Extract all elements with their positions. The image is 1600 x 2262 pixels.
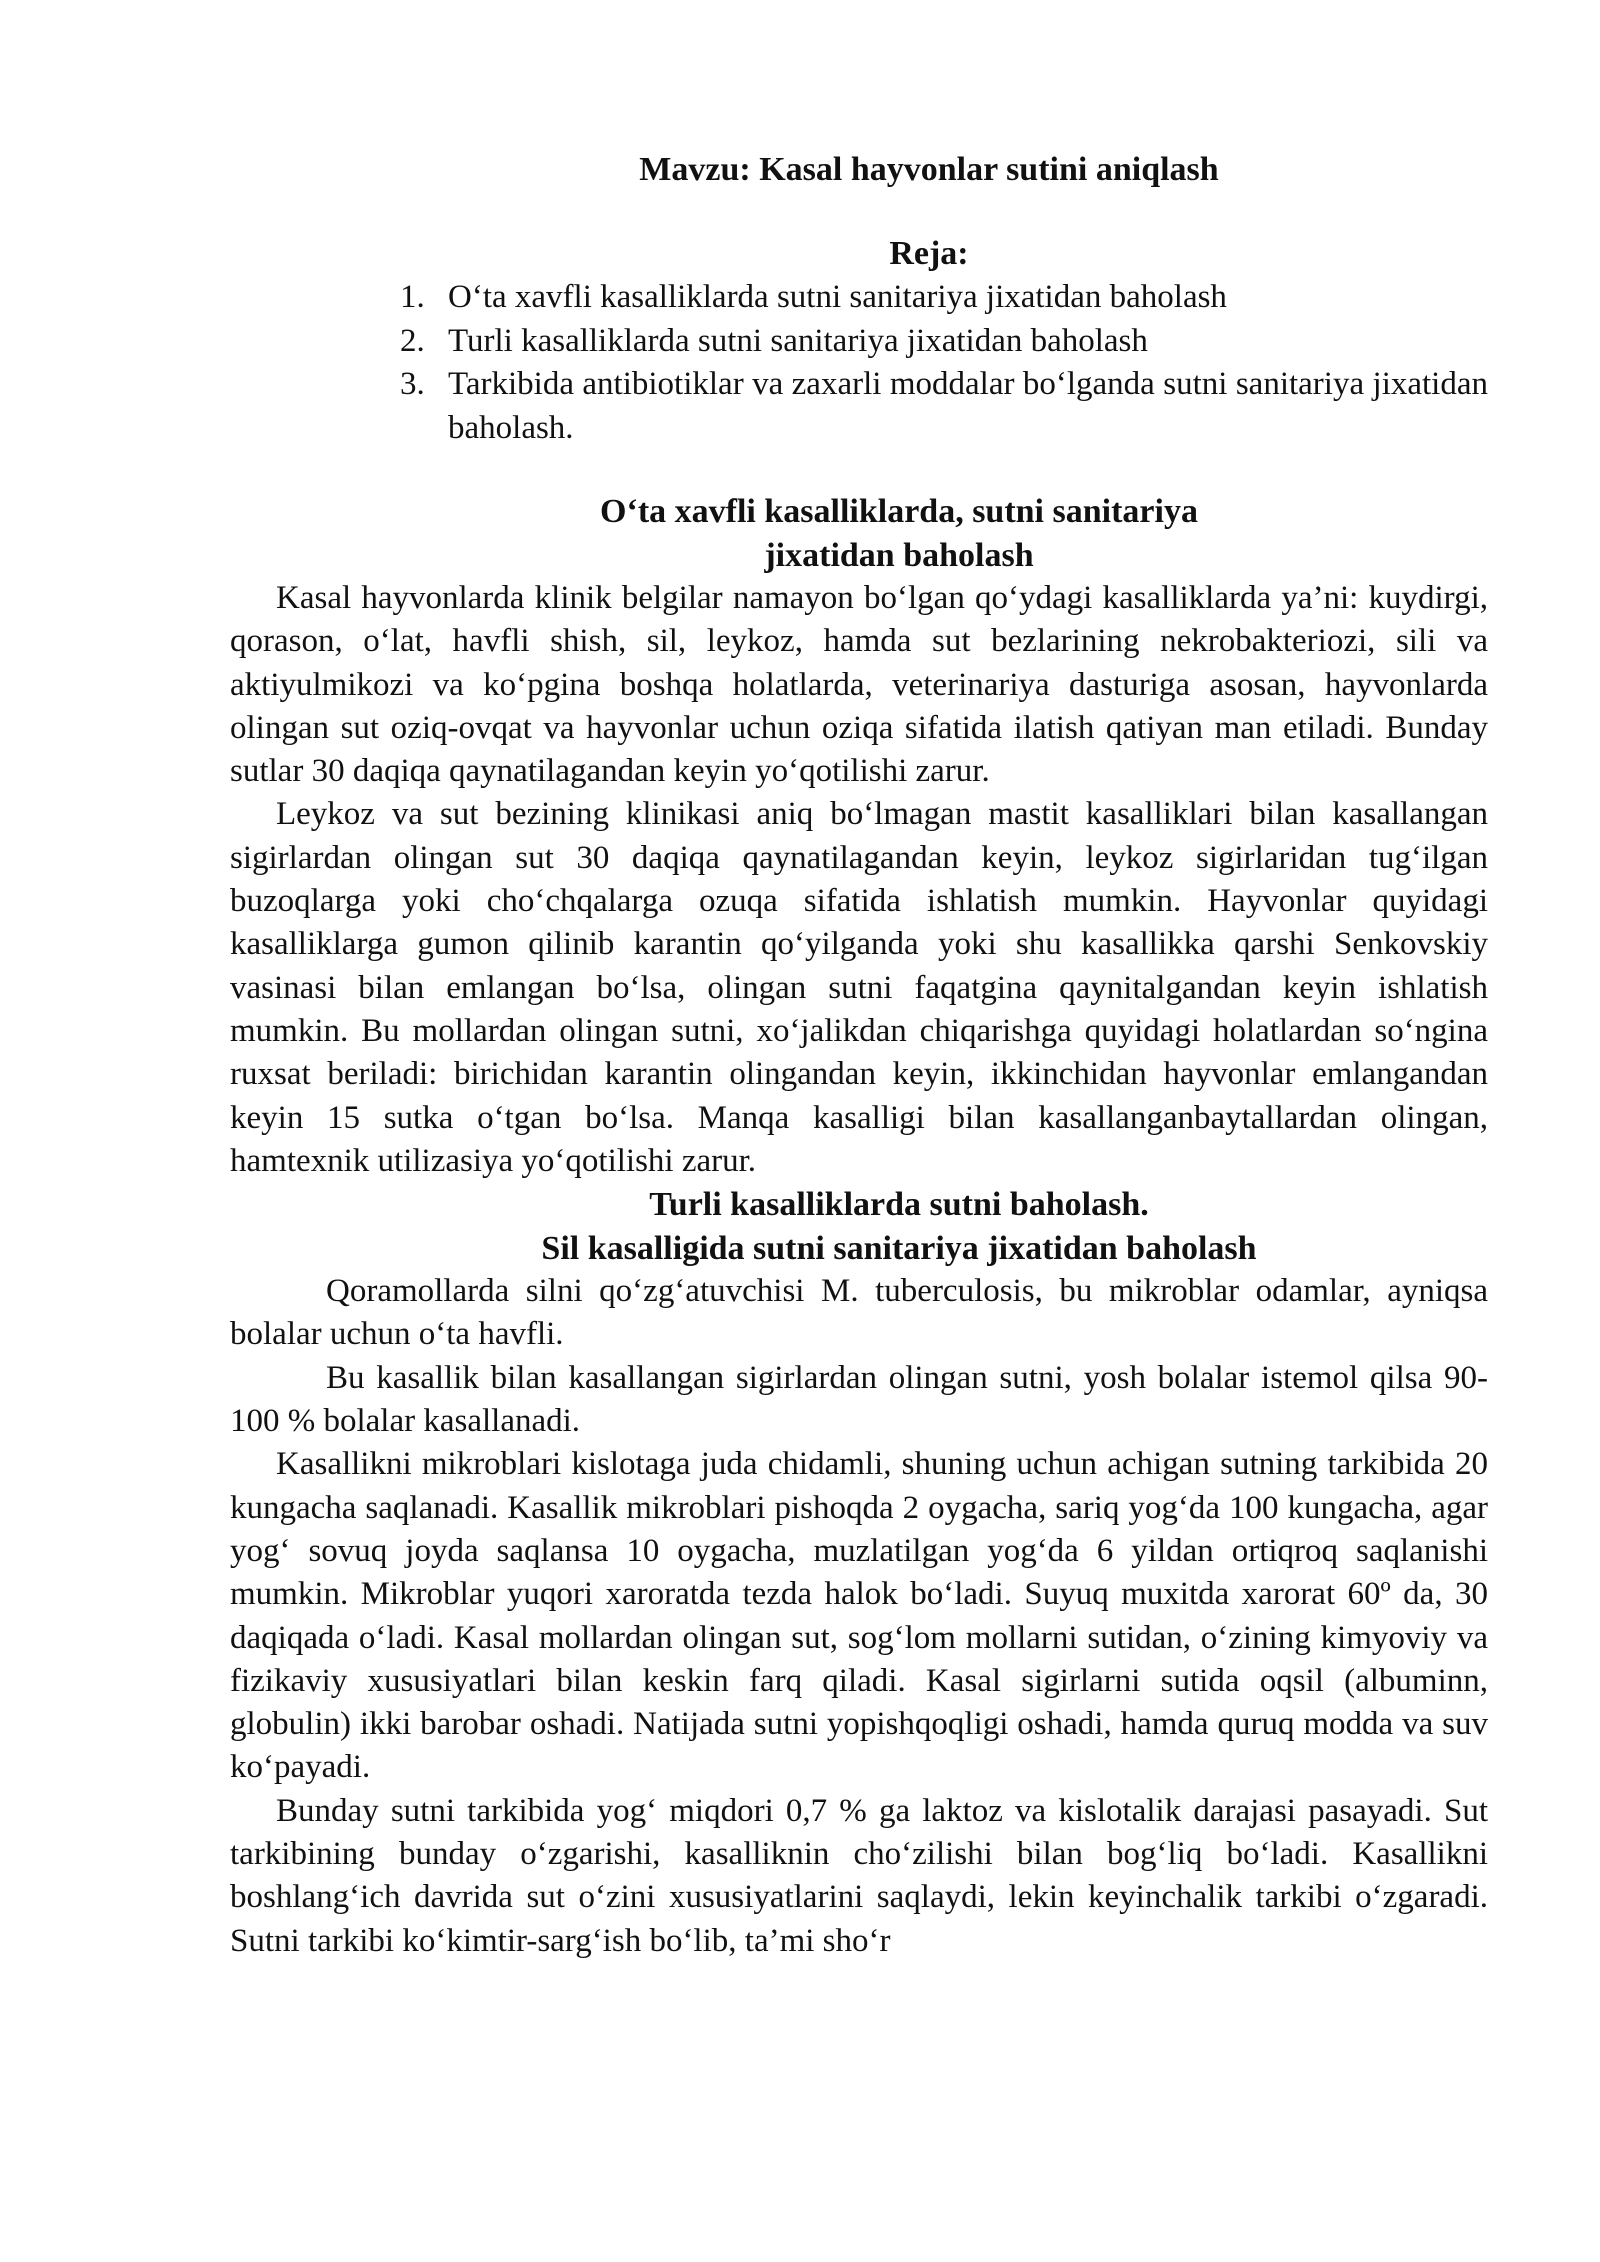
- section2-heading-line2: Sil kasalligida sutni sanitariya jixatidan baholash: [541, 1229, 1257, 1267]
- section1-paragraph: Leykoz va sut bezining klinikasi aniq bo‘lmagan mastit kasalliklari bilan kasallangan sigirlardan olingan sut 30 daqiqa qaynatilagandan keyin, leykoz sigirlaridan tug‘ilgan buzoqlarga yoki cho‘chqalarga ozuqa sifatida ishlatish mumkin. Hayvonlar quyidagi kasalliklarga gumon qilinib karantin qo‘yilganda yoki shu kasallikka qarshi Senkovskiy vasinasi bilan emlangan bo‘lsa, olingan sutni faqatgina qaynitalgandan keyin ishlatish mumkin. Bu mollardan olingan sutni, xo‘jalikdan chiqarishga quyidagi holatlardan so‘ngina ruxsat beriladi: birichidan karantin olingandan keyin, ikkinchidan hayvonlar emlangandan keyin 15 sutka o‘tgan bo‘lsa. Manqa kasalligi bilan kasallanganbaytallardan olingan, hamtexnik utilizasiya yo‘qotilishi zarur.: [230, 796, 1488, 1179]
- plan-item-number: 3.: [400, 366, 425, 402]
- section1-heading-line2: jixatidan baholash: [764, 536, 1034, 574]
- plan-item: [400, 276, 1488, 320]
- plan-item-number: 1.: [400, 279, 425, 315]
- document-title: Mavzu: Kasal hayvonlar sutini aniqlash: [639, 151, 1219, 188]
- plan-item: [400, 363, 1488, 450]
- plan-item-text: Tarkibida antibiotiklar va zaxarli moddalar bo‘lganda sutni sanitariya jixatidan baholash.: [448, 366, 1488, 446]
- plan-list: [230, 276, 1488, 450]
- section1-paragraph: Kasal hayvonlarda klinik belgilar namayon bo‘lgan qo‘ydagi kasalliklarda ya’ni: kuydirgi, qorason, o‘lat, havfli shish, sil, leykoz, hamda sut bezlarining nekrobakteriozi, sili va aktiyulmikozi va ko‘pgina boshqa holatlarda, veterinariya dasturiga asosan, hayvonlarda olingan sut oziq-ovqat va hayvonlar uchun oziqa sifatida ilatish qatiyan man etiladi. Bunday sutlar 30 daqiqa qaynatilagandan keyin yo‘qotilishi zarur.: [230, 580, 1488, 790]
- plan-heading: Reja:: [889, 235, 969, 272]
- plan-item-text: O‘ta xavfli kasalliklarda sutni sanitariya jixatidan baholash: [448, 279, 1227, 315]
- section2-paragraph: Kasallikni mikroblari kislotaga juda chidamli, shuning uchun achigan sutning tarkibida 20 kungacha saqlanadi. Kasallik mikroblari pishoqda 2 oygacha, sariq yog‘da 100 kungacha, agar yog‘ sovuq joyda saqlansa 10 oygacha, muzlatilgan yog‘da 6 yildan ortiqroq saqlanishi mumkin. Mikroblar yuqori xaroratda tezda halok bo‘ladi. Suyuq muxitda xarorat 60º da, 30 daqiqada o‘ladi. Kasal mollardan olingan sut, sog‘lom mollarni sutidan, o‘zining kimyoviy va fizikaviy xususiyatlari bilan keskin farq qiladi. Kasal sigirlarni sutida oqsil (albuminn, globulin) ikki barobar oshadi. Natijada sutni yopishqoqligi oshadi, hamda quruq modda va suv ko‘payadi.: [230, 1446, 1488, 1786]
- section2-paragraph: Bu kasallik bilan kasallangan sigirlardan olingan sutni, yosh bolalar istemol qilsa 90-100 % bolalar kasallanadi.: [230, 1359, 1488, 1440]
- section1-heading-line1: O‘ta xavfli kasalliklarda, sutni sanitariya: [600, 493, 1198, 530]
- plan-item: [400, 320, 1488, 364]
- section2-paragraph: Bunday sutni tarkibida yog‘ miqdori 0,7 % ga laktoz va kislotalik darajasi pasayadi. Sut tarkibining bunday o‘zgarishi, kasalliknin cho‘zilishi bilan bog‘liq bo‘ladi. Kasallikni boshlang‘ich davrida sut o‘zini xususiyatlarini saqlaydi, lekin keyinchalik tarkibi o‘zgaradi. Sutni tarkibi ko‘kimtir-sarg‘ish bo‘lib, ta’mi sho‘r: [230, 1792, 1488, 1959]
- plan-item-text: Turli kasalliklarda sutni sanitariya jixatidan baholash: [448, 322, 1148, 359]
- plan-item-number: 2.: [400, 322, 425, 359]
- section2-paragraph: Qoramollarda silni qo‘zg‘atuvchisi M. tuberculosis, bu mikroblar odamlar, ayniqsa bolalar uchun o‘ta havfli.: [230, 1273, 1488, 1353]
- section2-heading-line1: Turli kasalliklarda sutni baholash.: [649, 1186, 1149, 1224]
